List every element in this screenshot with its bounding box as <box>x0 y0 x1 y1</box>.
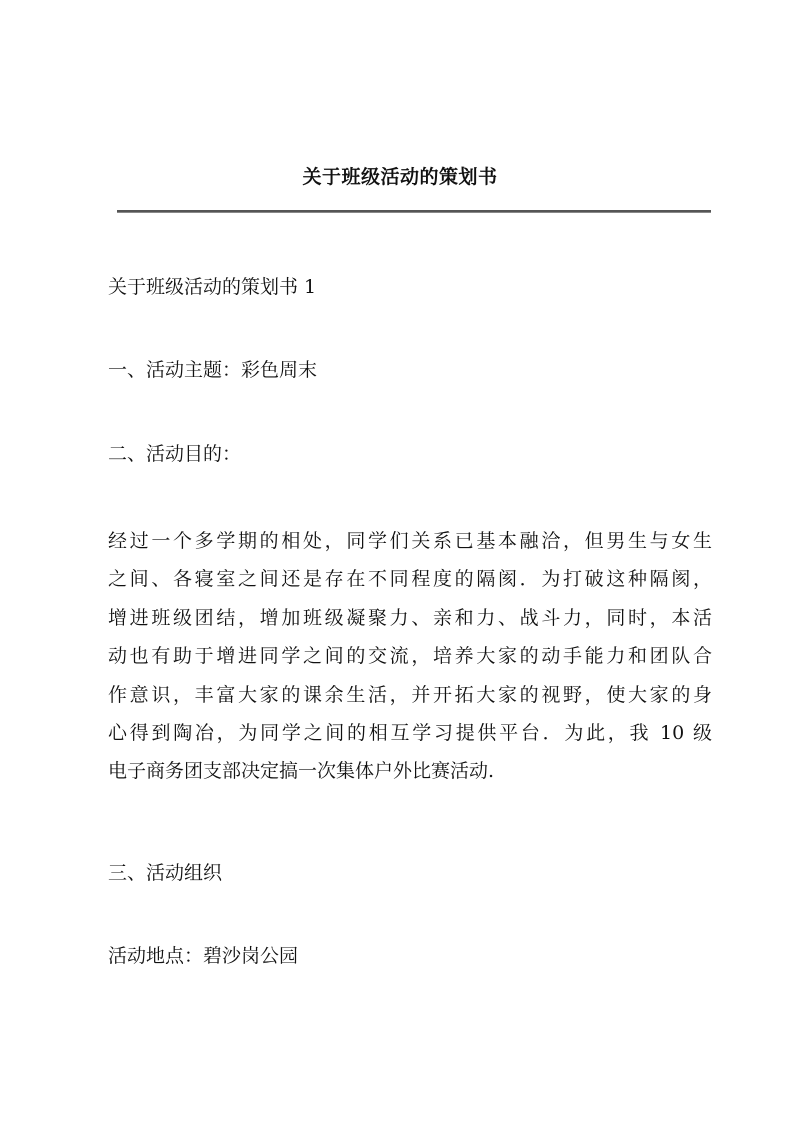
section-theme: 一、活动主题：彩色周末 <box>108 359 318 381</box>
paragraph-line: 动也有助于增进同学之间的交流，培养大家的动手能力和团队合 <box>108 645 712 668</box>
paragraph-line: 经过一个多学期的相处，同学们关系已基本融洽，但男生与女生 <box>108 530 712 552</box>
document-subtitle: 关于班级活动的策划书 1 <box>108 276 317 298</box>
title-divider <box>117 210 711 213</box>
document-title: 关于班级活动的策划书 <box>302 166 498 188</box>
paragraph-line: 电子商务团支部决定搞一次集体户外比赛活动. <box>108 760 495 783</box>
section-organization-heading: 三、活动组织 <box>108 862 223 884</box>
activity-location: 活动地点：碧沙岗公园 <box>108 945 299 967</box>
paragraph-line: 增进班级团结，增加班级凝聚力、亲和力、战斗力，同时，本活 <box>108 606 712 629</box>
paragraph-line: 心得到陶冶，为同学之间的相互学习提供平台．为此，我 10 级 <box>108 721 712 744</box>
section-purpose-heading: 二、活动目的： <box>108 443 242 465</box>
paragraph-line: 作意识，丰富大家的课余生活，并开拓大家的视野，使大家的身 <box>108 683 712 706</box>
purpose-paragraph <box>108 522 712 791</box>
paragraph-line: 之间、各寝室之间还是存在不同程度的隔阂．为打破这种隔阂， <box>108 568 712 591</box>
